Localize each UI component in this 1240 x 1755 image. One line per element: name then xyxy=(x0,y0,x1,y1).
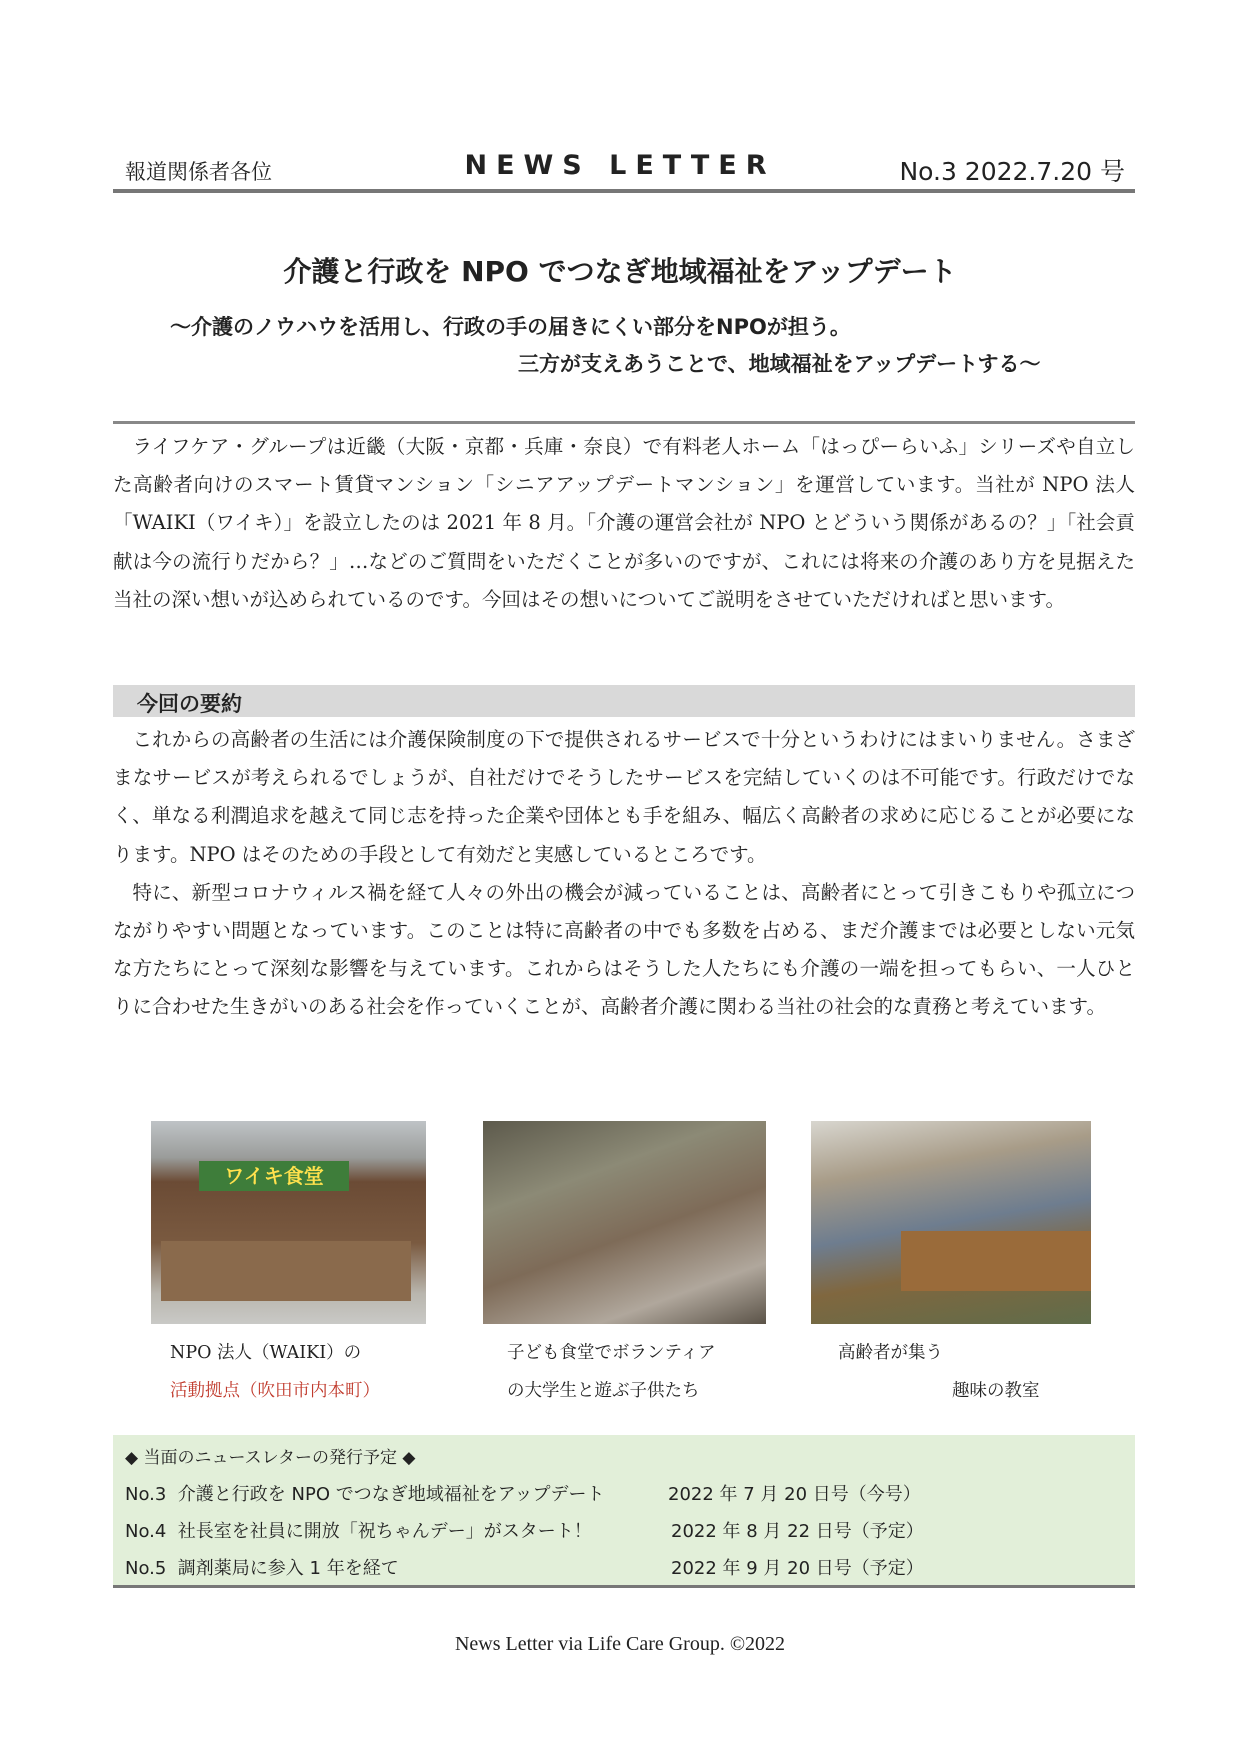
photo-caption: NPO 法人（WAIKI）の xyxy=(170,1343,362,1363)
photo-caption-location: 活動拠点（吹田市内本町） xyxy=(170,1381,380,1401)
table xyxy=(901,1231,1091,1291)
photo-waiki-storefront xyxy=(151,1121,426,1324)
store-counter xyxy=(161,1241,411,1301)
section-divider xyxy=(113,421,1135,424)
store-sign: ワイキ食堂 xyxy=(199,1161,349,1191)
issue-title: 介護と行政を NPO でつなぎ地域福祉をアップデート xyxy=(177,1484,605,1505)
issue-title: 調剤薬局に参入 1 年を経て xyxy=(177,1558,399,1579)
schedule-item xyxy=(125,1554,399,1580)
summary-body xyxy=(113,721,1135,1027)
schedule-item xyxy=(125,1480,604,1506)
issue-no: No.3 xyxy=(125,1484,167,1505)
headline-subtitle-1: ～介護のノウハウを活用し、行政の手の届きにくい部分をNPOが担う。 xyxy=(170,315,851,339)
headline-subtitle-2: 三方が支えあうことで、地域福祉をアップデートする～ xyxy=(518,352,1041,376)
newsletter-title: NEWS LETTER xyxy=(464,150,776,181)
schedule-heading: ◆ 当面のニュースレターの発行予定 ◆ xyxy=(125,1448,416,1468)
schedule-box xyxy=(113,1435,1135,1588)
photo-caption: の大学生と遊ぶ子供たち xyxy=(507,1381,700,1401)
photo-kids-cafeteria xyxy=(483,1121,766,1324)
issue-date: 2022 年 8 月 22 日号（予定） xyxy=(671,1521,924,1542)
summary-heading: 今回の要約 xyxy=(137,692,242,716)
headline-title: 介護と行政を NPO でつなぎ地域福祉をアップデート xyxy=(283,255,957,288)
summary-heading-bar xyxy=(113,685,1135,717)
footer-copyright: News Letter via Life Care Group. ©2022 xyxy=(454,1633,786,1655)
intro-text: ライフケア・グループは近畿（大阪・京都・兵庫・奈良）で有料老人ホーム「はっぴーらいふ」シリーズや自立した高齢者向けのスマート賃貸マンション「シニアアップデートマンション」を運営しています。当社が NPO 法人「WAIKI（ワイキ）」を設立したのは 2021 年 8 月。「介護の運営会社が NPO とどういう関係があるの？」「社会貢献は今の流行りだから？」…などのご質問をいただくことが多いのですが、これには将来の介護のあり方を見据えた当社の深い想いが込められているのです。今回はその想いについてご説明をさせていただければと思います。 xyxy=(113,435,1135,611)
intro-paragraph xyxy=(113,428,1135,619)
photo-caption: 趣味の教室 xyxy=(952,1381,1040,1401)
issue-title: 社長室を社員に開放「祝ちゃんデー」がスタート！ xyxy=(177,1521,592,1542)
summary-paragraph: 特に、新型コロナウィルス禍を経て人々の外出の機会が減っていることは、高齢者にとって引きこもりや孤立につながりやすい問題となっています。このことは特に高齢者の中でも多数を占める、まだ介護までは必要としない元気な方たちにとって深刻な影響を与えています。これからはそうした人たちにも介護の一端を担ってもらい、一人ひとりに合わせた生きがいのある社会を作っていくことが、高齢者介護に関わる当社の社会的な責務と考えています。 xyxy=(113,880,1135,1019)
photo-hobby-class xyxy=(811,1121,1091,1324)
issue-date: 2022 年 9 月 20 日号（予定） xyxy=(671,1558,924,1579)
schedule-item xyxy=(125,1517,592,1543)
summary-paragraph: これからの高齢者の生活には介護保険制度の下で提供されるサービスで十分というわけにはまいりません。さまざまなサービスが考えられるでしょうが、自社だけでそうしたサービスを完結していくのは不可能です。行政だけでなく、単なる利潤追求を越えて同じ志を持った企業や団体とも手を組み、幅広く高齢者の求めに応じることが必要になります。NPO はそのための手段として有効だと実感しているところです。 xyxy=(113,728,1135,866)
photo-caption: 子ども食堂でボランティア xyxy=(507,1343,716,1363)
photo-caption: 高齢者が集う xyxy=(838,1343,943,1363)
issue-no: No.5 xyxy=(125,1558,167,1579)
header-divider xyxy=(113,189,1135,193)
issue-date: 2022 年 7 月 20 日号（今号） xyxy=(668,1484,921,1505)
recipient-label: 報道関係者各位 xyxy=(125,160,272,184)
issue-no: No.4 xyxy=(125,1521,167,1542)
issue-number: No.3 2022.7.20 号 xyxy=(899,157,1125,186)
